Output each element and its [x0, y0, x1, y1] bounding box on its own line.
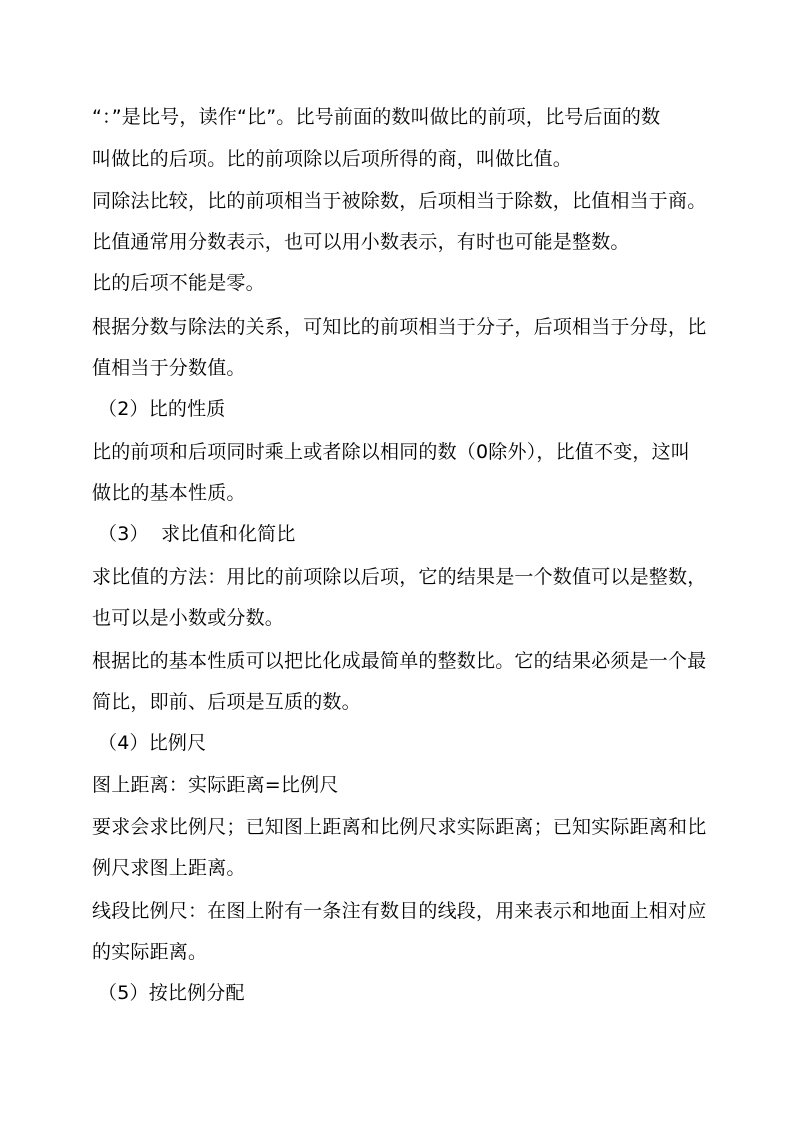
paragraph-line: 根据比的基本性质可以把比化成最简单的整数比。它的结果必须是一个最 — [92, 650, 707, 672]
paragraph-line: 根据分数与除法的关系，可知比的前项相当于分子，后项相当于分母，比 — [92, 316, 707, 338]
paragraph-line: “：”是比号，读作“比”。比号前面的数叫做比的前项，比号后面的数 — [92, 106, 661, 128]
paragraph-line: 比的前项和后项同时乘上或者除以相同的数（0除外），比值不变，这叫 — [92, 441, 690, 463]
paragraph-line: 比值通常用分数表示，也可以用小数表示，有时也可能是整数。 — [92, 231, 630, 253]
paragraph-line: 线段比例尺：在图上附有一条注有数目的线段，用来表示和地面上相对应 — [92, 900, 707, 922]
paragraph-line: 比的后项不能是零。 — [92, 272, 265, 294]
paragraph-line: 图上距离：实际距离=比例尺 — [92, 774, 339, 796]
section-heading: （2）比的性质 — [98, 398, 226, 420]
paragraph-line: 的实际距离。 — [92, 941, 208, 963]
paragraph-line: 做比的基本性质。 — [92, 482, 246, 504]
paragraph-line: 值相当于分数值。 — [92, 357, 246, 379]
paragraph-line: 同除法比较，比的前项相当于被除数，后项相当于除数，比值相当于商。 — [92, 190, 707, 212]
section-heading: （5）按比例分配 — [98, 982, 245, 1004]
paragraph-line: 求比值的方法：用比的前项除以后项，它的结果是一个数值可以是整数， — [92, 566, 707, 588]
paragraph-line: 要求会求比例尺；已知图上距离和比例尺求实际距离；已知实际距离和比 — [92, 816, 707, 838]
paragraph-line: 例尺求图上距离。 — [92, 857, 246, 879]
section-heading: （4）比例尺 — [98, 732, 207, 754]
paragraph-line: 简比，即前、后项是互质的数。 — [92, 691, 361, 713]
section-heading: （3） 求比值和化简比 — [98, 523, 296, 545]
paragraph-line: 也可以是小数或分数。 — [92, 607, 285, 629]
paragraph-line: 叫做比的后项。比的前项除以后项所得的商，叫做比值。 — [92, 148, 573, 170]
